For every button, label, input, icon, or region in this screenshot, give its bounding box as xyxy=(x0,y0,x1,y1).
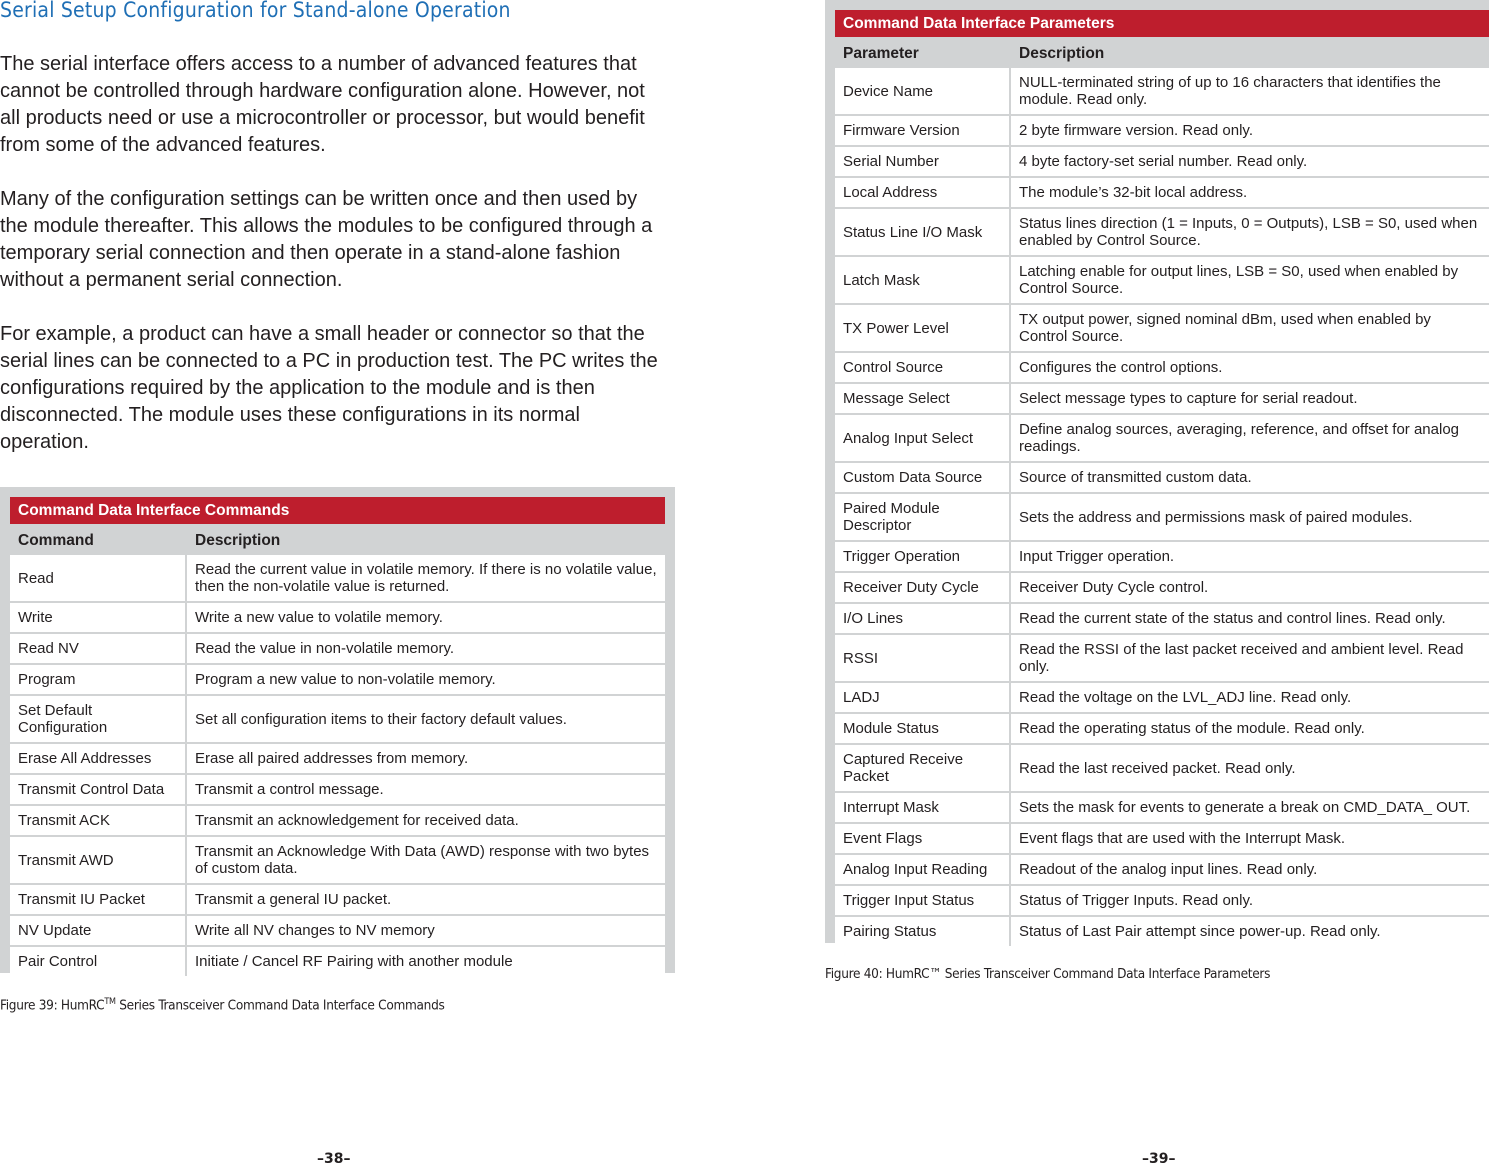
row-name-cell: I/O Lines xyxy=(835,604,1011,633)
row-description-cell: Event flags that are used with the Interrupt Mask. xyxy=(1011,824,1489,853)
row-name-cell: Pairing Status xyxy=(835,917,1011,946)
table-row xyxy=(835,68,1489,114)
row-description-cell: TX output power, signed nominal dBm, used when enabled by Control Source. xyxy=(1011,305,1489,351)
row-description-cell: 2 byte firmware version. Read only. xyxy=(1011,116,1489,145)
table-row xyxy=(10,806,665,835)
table-row xyxy=(835,257,1489,303)
row-name-cell: Captured Receive Packet xyxy=(835,745,1011,791)
row-name-cell: Erase All Addresses xyxy=(10,744,187,773)
table-row xyxy=(10,775,665,804)
table-row xyxy=(10,916,665,945)
trademark-mark: TM xyxy=(104,997,116,1007)
table-row xyxy=(835,714,1489,743)
row-description-cell: Read the last received packet. Read only. xyxy=(1011,745,1489,791)
row-name-cell: Transmit AWD xyxy=(10,837,187,883)
row-name-cell: Analog Input Reading xyxy=(835,855,1011,884)
table-row xyxy=(10,885,665,914)
paragraph: For example, a product can have a small header or connector so that the serial lines can be connected to a PC in production test. The PC writes the configurations required by the application to the module and is then disconnected. The module uses these configurations in its normal operation. xyxy=(0,323,658,453)
table-row xyxy=(835,573,1489,602)
table-row xyxy=(835,542,1489,571)
row-description-cell: Select message types to capture for serial readout. xyxy=(1011,384,1489,413)
table-row xyxy=(10,837,665,883)
row-name-cell: Serial Number xyxy=(835,147,1011,176)
row-description-cell: Program a new value to non-volatile memory. xyxy=(187,665,665,694)
parameters-table-panel xyxy=(825,0,1489,943)
column-header: Parameter xyxy=(835,39,1011,66)
row-name-cell: Latch Mask xyxy=(835,257,1011,303)
row-description-cell: Latching enable for output lines, LSB = S0, used when enabled by Control Source. xyxy=(1011,257,1489,303)
row-name-cell: Interrupt Mask xyxy=(835,793,1011,822)
row-description-cell: Read the current value in volatile memory. If there is no volatile value, then the non-volatile value is returned. xyxy=(187,555,665,601)
table-row xyxy=(10,634,665,663)
row-name-cell: RSSI xyxy=(835,635,1011,681)
table-row xyxy=(835,917,1489,946)
table-row xyxy=(835,683,1489,712)
row-name-cell: Transmit IU Packet xyxy=(10,885,187,914)
section-title: Serial Setup Configuration for Stand-alone Operation xyxy=(0,0,511,22)
row-name-cell: Control Source xyxy=(835,353,1011,382)
table-row xyxy=(835,209,1489,255)
table-row xyxy=(835,793,1489,822)
table-row xyxy=(835,604,1489,633)
row-description-cell: Status of Last Pair attempt since power-up. Read only. xyxy=(1011,917,1489,946)
row-description-cell: Transmit an Acknowledge With Data (AWD) response with two bytes of custom data. xyxy=(187,837,665,883)
table-header-row xyxy=(835,39,1489,66)
table-row xyxy=(835,147,1489,176)
page-number: –38– xyxy=(317,1151,351,1167)
row-name-cell: Custom Data Source xyxy=(835,463,1011,492)
column-header: Description xyxy=(1011,39,1489,66)
figure-caption xyxy=(0,997,445,1014)
row-name-cell: Local Address xyxy=(835,178,1011,207)
row-description-cell: Read the voltage on the LVL_ADJ line. Read only. xyxy=(1011,683,1489,712)
table-row xyxy=(835,494,1489,540)
table-row xyxy=(835,384,1489,413)
row-description-cell: Input Trigger operation. xyxy=(1011,542,1489,571)
table-row xyxy=(835,353,1489,382)
table-row xyxy=(835,745,1489,791)
table-row xyxy=(835,463,1489,492)
row-name-cell: Device Name xyxy=(835,68,1011,114)
table-row xyxy=(10,555,665,601)
row-description-cell: Source of transmitted custom data. xyxy=(1011,463,1489,492)
row-description-cell: Configures the control options. xyxy=(1011,353,1489,382)
row-description-cell: Readout of the analog input lines. Read only. xyxy=(1011,855,1489,884)
row-description-cell: Transmit a general IU packet. xyxy=(187,885,665,914)
row-description-cell: Status lines direction (1 = Inputs, 0 = Outputs), LSB = S0, used when enabled by Control Source. xyxy=(1011,209,1489,255)
row-name-cell: Trigger Input Status xyxy=(835,886,1011,915)
row-name-cell: Transmit Control Data xyxy=(10,775,187,804)
row-name-cell: NV Update xyxy=(10,916,187,945)
row-description-cell: 4 byte factory-set serial number. Read only. xyxy=(1011,147,1489,176)
row-name-cell: Transmit ACK xyxy=(10,806,187,835)
figure-caption: Figure 40: HumRC™ Series Transceiver Command Data Interface Parameters xyxy=(825,966,1271,982)
paragraph: The serial interface offers access to a number of advanced features that cannot be controlled through hardware configuration alone. However, not all products need or use a microcontroller or processor, but would benefit from some of the advanced features. xyxy=(0,53,645,156)
parameters-table xyxy=(835,10,1489,948)
row-description-cell: Set all configuration items to their factory default values. xyxy=(187,696,665,742)
table-row xyxy=(835,305,1489,351)
row-name-cell: Pair Control xyxy=(10,947,187,976)
row-name-cell: Analog Input Select xyxy=(835,415,1011,461)
row-name-cell: Program xyxy=(10,665,187,694)
row-description-cell: Erase all paired addresses from memory. xyxy=(187,744,665,773)
row-name-cell: Receiver Duty Cycle xyxy=(835,573,1011,602)
row-name-cell: Read NV xyxy=(10,634,187,663)
body-text xyxy=(0,51,665,483)
row-description-cell: The module’s 32-bit local address. xyxy=(1011,178,1489,207)
table-row xyxy=(835,855,1489,884)
table-header-row xyxy=(10,526,665,553)
row-description-cell: Sets the address and permissions mask of paired modules. xyxy=(1011,494,1489,540)
row-name-cell: Module Status xyxy=(835,714,1011,743)
table-row xyxy=(835,635,1489,681)
row-name-cell: Message Select xyxy=(835,384,1011,413)
table-title: Command Data Interface Commands xyxy=(10,497,665,524)
row-name-cell: Trigger Operation xyxy=(835,542,1011,571)
table-row xyxy=(835,415,1489,461)
row-name-cell: TX Power Level xyxy=(835,305,1011,351)
row-description-cell: Read the current state of the status and control lines. Read only. xyxy=(1011,604,1489,633)
row-description-cell: Receiver Duty Cycle control. xyxy=(1011,573,1489,602)
row-name-cell: Status Line I/O Mask xyxy=(835,209,1011,255)
table-row xyxy=(10,696,665,742)
commands-table xyxy=(10,497,665,978)
table-row xyxy=(835,178,1489,207)
row-description-cell: Read the RSSI of the last packet received and ambient level. Read only. xyxy=(1011,635,1489,681)
row-name-cell: Set Default Configuration xyxy=(10,696,187,742)
paragraph: Many of the configuration settings can be written once and then used by the module thereafter. This allows the modules to be configured through a temporary serial connection and then operate in a stand-alone fashion without a permanent serial connection. xyxy=(0,188,653,291)
table-row xyxy=(10,603,665,632)
row-description-cell: Read the value in non-volatile memory. xyxy=(187,634,665,663)
table-row xyxy=(10,947,665,976)
row-description-cell: Initiate / Cancel RF Pairing with another module xyxy=(187,947,665,976)
row-description-cell: Define analog sources, averaging, reference, and offset for analog readings. xyxy=(1011,415,1489,461)
row-name-cell: Event Flags xyxy=(835,824,1011,853)
row-name-cell: Read xyxy=(10,555,187,601)
column-header: Description xyxy=(187,526,665,553)
table-row xyxy=(835,116,1489,145)
page-number: –39– xyxy=(1142,1151,1176,1167)
table-title: Command Data Interface Parameters xyxy=(835,10,1489,37)
row-description-cell: Read the operating status of the module. Read only. xyxy=(1011,714,1489,743)
row-description-cell: Status of Trigger Inputs. Read only. xyxy=(1011,886,1489,915)
figure-caption-text: Figure 39: HumRC xyxy=(0,997,105,1014)
table-row xyxy=(835,824,1489,853)
table-row xyxy=(10,665,665,694)
table-row xyxy=(10,744,665,773)
row-description-cell: Write a new value to volatile memory. xyxy=(187,603,665,632)
row-name-cell: Paired Module Descriptor xyxy=(835,494,1011,540)
row-description-cell: Write all NV changes to NV memory xyxy=(187,916,665,945)
column-header: Command xyxy=(10,526,187,553)
row-name-cell: Write xyxy=(10,603,187,632)
row-description-cell: Transmit an acknowledgement for received data. xyxy=(187,806,665,835)
commands-table-panel xyxy=(0,487,675,973)
row-name-cell: Firmware Version xyxy=(835,116,1011,145)
row-name-cell: LADJ xyxy=(835,683,1011,712)
row-description-cell: Sets the mask for events to generate a break on CMD_DATA_ OUT. xyxy=(1011,793,1489,822)
row-description-cell: NULL-terminated string of up to 16 characters that identifies the module. Read only. xyxy=(1011,68,1489,114)
figure-caption-text: Series Transceiver Command Data Interface Commands xyxy=(115,997,445,1014)
row-description-cell: Transmit a control message. xyxy=(187,775,665,804)
table-row xyxy=(835,886,1489,915)
